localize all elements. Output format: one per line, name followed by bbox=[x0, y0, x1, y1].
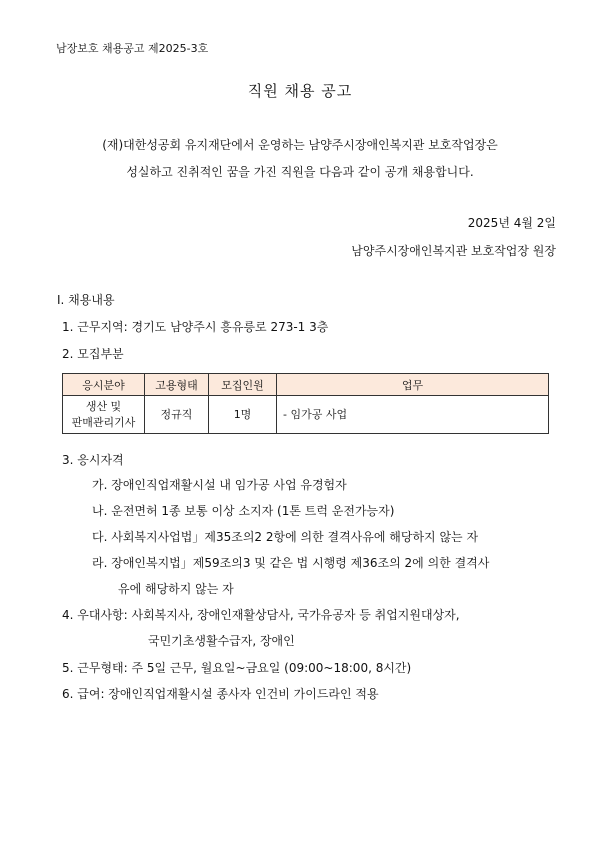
field-line-2: 판매관리기사 bbox=[71, 415, 136, 429]
table-row bbox=[63, 396, 549, 434]
signer-organization: 남양주시장애인복지관 보호작업장 원장 bbox=[351, 244, 556, 258]
recruitment-table bbox=[62, 373, 549, 434]
table-header-row bbox=[63, 374, 549, 396]
intro-line-1: (재)대한성공회 유지재단에서 운영하는 남양주시장애인복지관 보호작업장은 bbox=[102, 138, 498, 152]
preferences-line-1: 4. 우대사항: 사회복지사, 장애인재활상담사, 국가유공자 등 취업지원대상자, bbox=[62, 608, 460, 622]
qualification-da: 다. 사회복지사업법」제35조의2 2항에 의한 결격사유에 해당하지 않는 자 bbox=[92, 530, 479, 544]
page-title: 직원 채용 공고 bbox=[247, 82, 353, 100]
intro-line-2: 성실하고 진취적인 꿈을 가진 직원을 다음과 같이 공개 채용합니다. bbox=[126, 165, 474, 179]
work-schedule: 5. 근무형태: 주 5일 근무, 월요일~금요일 (09:00~18:00, 8시간) bbox=[62, 661, 412, 675]
announcement-date: 2025년 4월 2일 bbox=[467, 216, 556, 230]
header-field: 응시분야 bbox=[63, 374, 145, 396]
qualification-ra-line-2: 유에 해당하지 않는 자 bbox=[118, 582, 234, 596]
field-line-1: 생산 및 bbox=[85, 399, 122, 413]
header-duty: 업무 bbox=[277, 374, 549, 396]
qualification-ga: 가. 장애인직업재활시설 내 임가공 사업 유경험자 bbox=[92, 478, 347, 492]
preferences-line-2: 국민기초생활수급자, 장애인 bbox=[148, 634, 295, 648]
header-employment-type: 고용형태 bbox=[145, 374, 209, 396]
document-number: 남장보호 채용공고 제2025-3호 bbox=[56, 42, 209, 55]
cell-duty: - 임가공 사업 bbox=[277, 396, 549, 434]
cell-field bbox=[63, 396, 145, 434]
cell-employment-type: 정규직 bbox=[145, 396, 209, 434]
cell-headcount: 1명 bbox=[209, 396, 277, 434]
qualification-na: 나. 운전면허 1종 보통 이상 소지자 (1톤 트럭 운전가능자) bbox=[92, 504, 395, 518]
section-heading: Ⅰ. 채용내용 bbox=[57, 293, 115, 307]
qualification-ra-line-1: 라. 장애인복지법」제59조의3 및 같은 법 시행령 제36조의 2에 의한 결격사 bbox=[92, 556, 490, 570]
salary: 6. 급여: 장애인직업재활시설 종사자 인건비 가이드라인 적용 bbox=[62, 687, 379, 701]
header-headcount: 모집인원 bbox=[209, 374, 277, 396]
qualifications-label: 3. 응시자격 bbox=[62, 453, 124, 467]
recruit-section-label: 2. 모집부분 bbox=[62, 347, 124, 361]
work-location: 1. 근무지역: 경기도 남양주시 흥유릉로 273-1 3층 bbox=[62, 320, 329, 334]
